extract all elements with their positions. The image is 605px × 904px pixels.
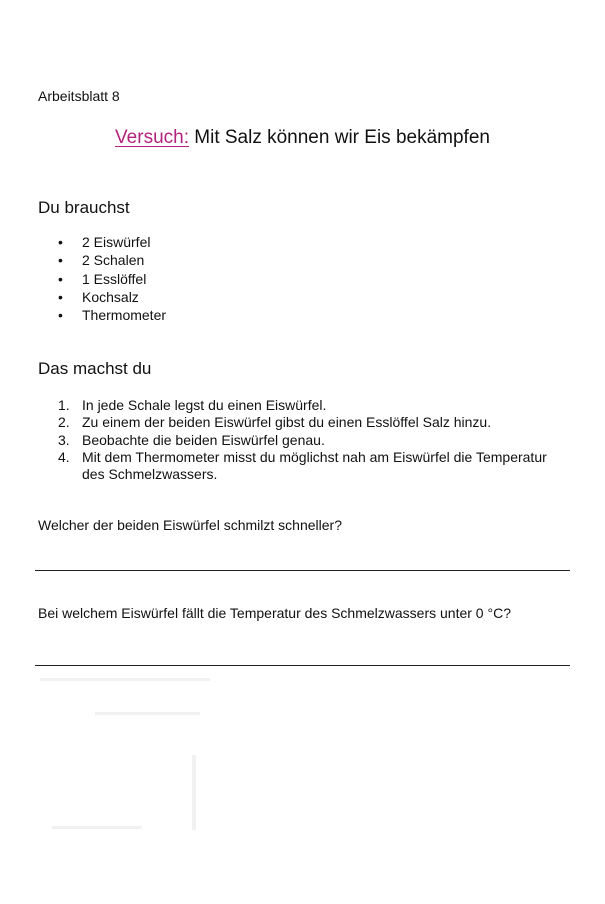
step-number: 1. <box>58 397 70 413</box>
materials-heading: Du brauchst <box>38 198 130 217</box>
step-number: 2. <box>58 414 70 431</box>
bullet-icon: • <box>58 288 63 305</box>
list-item <box>38 251 166 269</box>
scan-smudge <box>192 755 196 830</box>
scan-smudge <box>40 678 210 681</box>
answer-line-2[interactable] <box>35 665 570 666</box>
experiment-title-text: Mit Salz können wir Eis bekämpfen <box>194 127 490 148</box>
material-label: 2 Schalen <box>82 252 145 269</box>
materials-list <box>38 233 166 324</box>
step-text: Zu einem der beiden Eiswürfel gibst du einen Esslöffel Salz hinzu. <box>82 414 492 431</box>
steps-heading: Das machst du <box>38 359 152 378</box>
bullet-icon: • <box>58 252 63 269</box>
list-item <box>38 306 166 324</box>
question-1: Welcher der beiden Eiswürfel schmilzt schneller? <box>38 517 342 533</box>
bullet-icon: • <box>58 307 63 324</box>
list-item <box>38 397 558 414</box>
answer-line-1[interactable] <box>35 570 570 571</box>
scan-smudge <box>52 826 142 829</box>
material-label: 1 Esslöffel <box>82 270 147 287</box>
material-label: Kochsalz <box>82 288 139 305</box>
scan-smudge <box>95 712 200 715</box>
step-text: Mit dem Thermometer misst du möglichst nah am Eiswürfel die Temperatur des Schmelzwassers. <box>82 448 547 483</box>
list-item <box>38 270 166 288</box>
bullet-icon: • <box>58 234 63 250</box>
list-item <box>38 288 166 306</box>
step-text: In jede Schale legst du einen Eiswürfel. <box>82 397 327 413</box>
step-number: 3. <box>58 431 70 448</box>
step-text: Beobachte die beiden Eiswürfel genau. <box>82 431 325 448</box>
experiment-title <box>0 127 605 149</box>
question-2: Bei welchem Eiswürfel fällt die Temperatur des Schmelzwassers unter 0 °C? <box>38 605 511 621</box>
bullet-icon: • <box>58 270 63 287</box>
material-label: Thermometer <box>82 307 167 324</box>
material-label: 2 Eiswürfel <box>82 234 151 250</box>
steps-list <box>38 397 558 483</box>
list-item <box>38 432 558 449</box>
list-item <box>38 233 166 251</box>
experiment-title-prefix: Versuch: <box>115 127 189 148</box>
list-item <box>38 449 558 484</box>
step-number: 4. <box>58 448 70 465</box>
worksheet-number: Arbeitsblatt 8 <box>38 88 120 104</box>
list-item <box>38 414 558 431</box>
